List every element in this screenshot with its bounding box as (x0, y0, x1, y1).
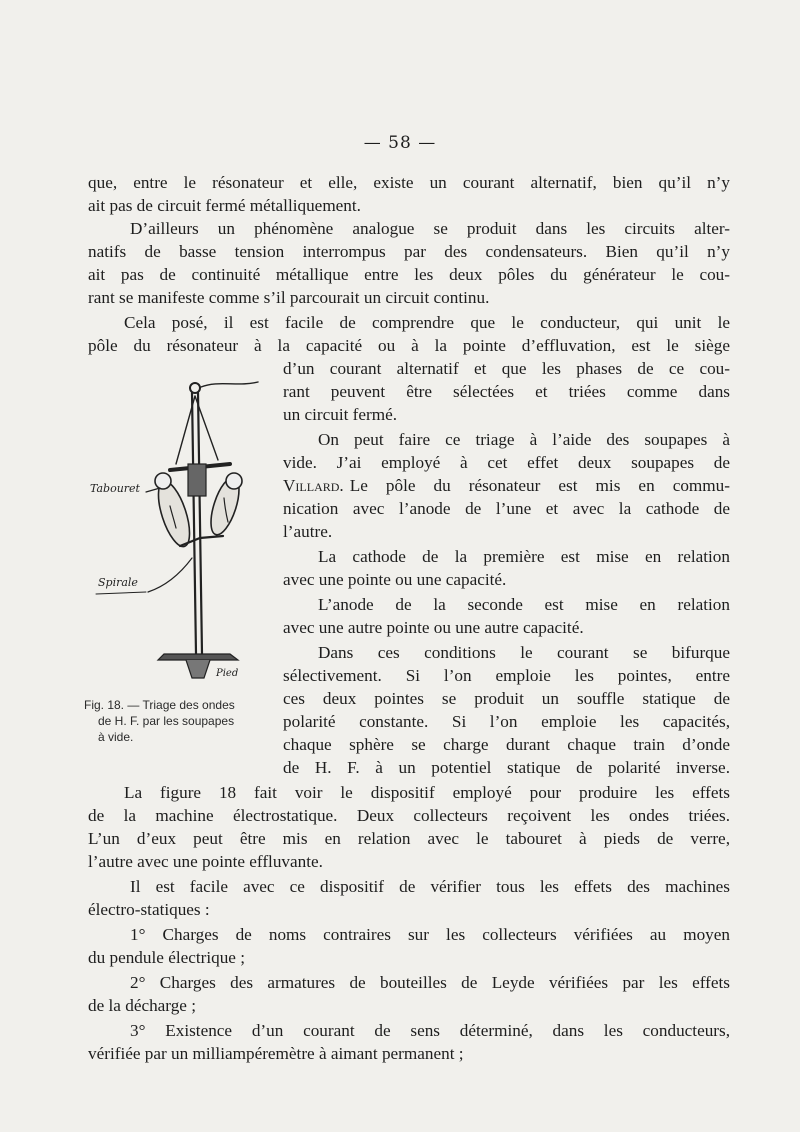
page-number: — 58 — (363, 133, 437, 153)
text-line: nication avec l’anode de l’une et avec la cathode de (283, 499, 730, 518)
text-line: ait pas de continuité métallique entre les deux pôles du générateur le cou- (88, 265, 730, 284)
text-line: de la décharge ; (88, 996, 197, 1015)
text-line: de la machine électrostatique. Deux collecteurs reçoivent les ondes triées. (88, 806, 730, 825)
text-line: Il est facile avec ce dispositif de vérifier tous les effets des machines (130, 877, 730, 896)
stem-clamp (188, 464, 206, 496)
text-line: pôle du résonateur à la capacité ou à la pointe d’effluvation, est le siège (88, 336, 730, 355)
top-ring (190, 383, 200, 393)
figure-18-illustration (88, 378, 280, 690)
text-line: d’un courant alternatif et que les phases de ce cou- (283, 359, 730, 378)
text-line: un circuit fermé. (283, 405, 398, 424)
figure-caption (84, 697, 272, 745)
text-line: Dans ces conditions le courant se bifurque (318, 643, 730, 662)
text-line: rant peuvent être sélectées et triées comme dans (283, 382, 730, 401)
top-wire (201, 382, 258, 387)
figure-label-spirale: Spirale (98, 576, 138, 589)
text-line: chaque sphère se charge durant chaque train d’onde (283, 735, 730, 754)
text-line: 2° Charges des armatures de bouteilles de Leyde vérifiées par les effets (130, 973, 730, 992)
text-line: avec une pointe ou une capacité. (283, 570, 507, 589)
text-line: polarité constante. Si l’on emploie les capacités, (283, 712, 730, 731)
text-line: vide. J’ai employé à cet effet deux soupapes de (283, 453, 730, 472)
text-line: natifs de basse tension interrompus par des condensateurs. Bien qu’il n’y (88, 242, 730, 261)
caption-line: à vide. (98, 730, 134, 744)
text-line: ait pas de circuit fermé métalliquement. (88, 196, 361, 215)
spirale-lead (96, 592, 146, 594)
main-stem-right (198, 393, 202, 654)
text-line: Cela posé, il est facile de comprendre que le conducteur, qui unit le (124, 313, 730, 332)
caption-line: Fig. 18. — Triage des ondes (84, 698, 235, 712)
main-stem-left (192, 393, 196, 654)
text-line: rant se manifeste comme s’il parcourait un circuit continu. (88, 288, 490, 307)
figure-label-tabouret: Tabouret (90, 482, 140, 495)
text-line: L’anode de la seconde est mise en relation (318, 595, 730, 614)
base-foot (186, 660, 210, 678)
text-line: D’ailleurs un phénomène analogue se produit dans les circuits alter- (130, 219, 730, 238)
text-line: On peut faire ce triage à l’aide des soupapes à (318, 430, 730, 449)
text-line: 3° Existence d’un courant de sens déterminé, dans les conducteurs, (130, 1021, 730, 1040)
spirale-wire (148, 558, 192, 592)
figure-label-pied: Pied (216, 668, 239, 679)
text-line: du pendule électrique ; (88, 948, 246, 967)
text-fragment: Le pôle du résonateur est mis en commu- (349, 476, 730, 495)
text-line: 1° Charges de noms contraires sur les collecteurs vérifiées au moyen (130, 925, 730, 944)
text-line: vérifiée par un milliampéremètre à aimant permanent ; (88, 1044, 464, 1063)
text-line: l’autre avec une pointe effluvante. (88, 852, 323, 871)
text-line: La figure 18 fait voir le dispositif employé pour produire les effets (124, 783, 730, 802)
text-line: sélectivement. Si l’on emploie les pointes, entre (283, 666, 730, 685)
text-line: avec une autre pointe ou une autre capacité. (283, 618, 584, 637)
text-line: l’autre. (283, 522, 333, 541)
text-line: électro-statiques : (88, 900, 210, 919)
text-line-villard (283, 475, 730, 496)
text-line: de H. F. à un potentiel statique de polarité inverse. (283, 758, 730, 777)
text-line: que, entre le résonateur et elle, existe un courant alternatif, bien qu’il n’y (88, 173, 730, 192)
text-line: L’un d’eux peut être mis en relation avec le tabouret à pieds de verre, (88, 829, 730, 848)
caption-line: de H. F. par les soupapes (98, 714, 235, 728)
support-brace (176, 396, 218, 464)
text-line: La cathode de la première est mise en relation (318, 547, 730, 566)
villard-name: Villard. (283, 476, 344, 495)
right-electrode-ball (226, 473, 242, 489)
base-plate (158, 654, 238, 660)
left-electrode-ball (155, 473, 171, 489)
text-line: ces deux pointes se produit un souffle statique de (283, 689, 730, 708)
